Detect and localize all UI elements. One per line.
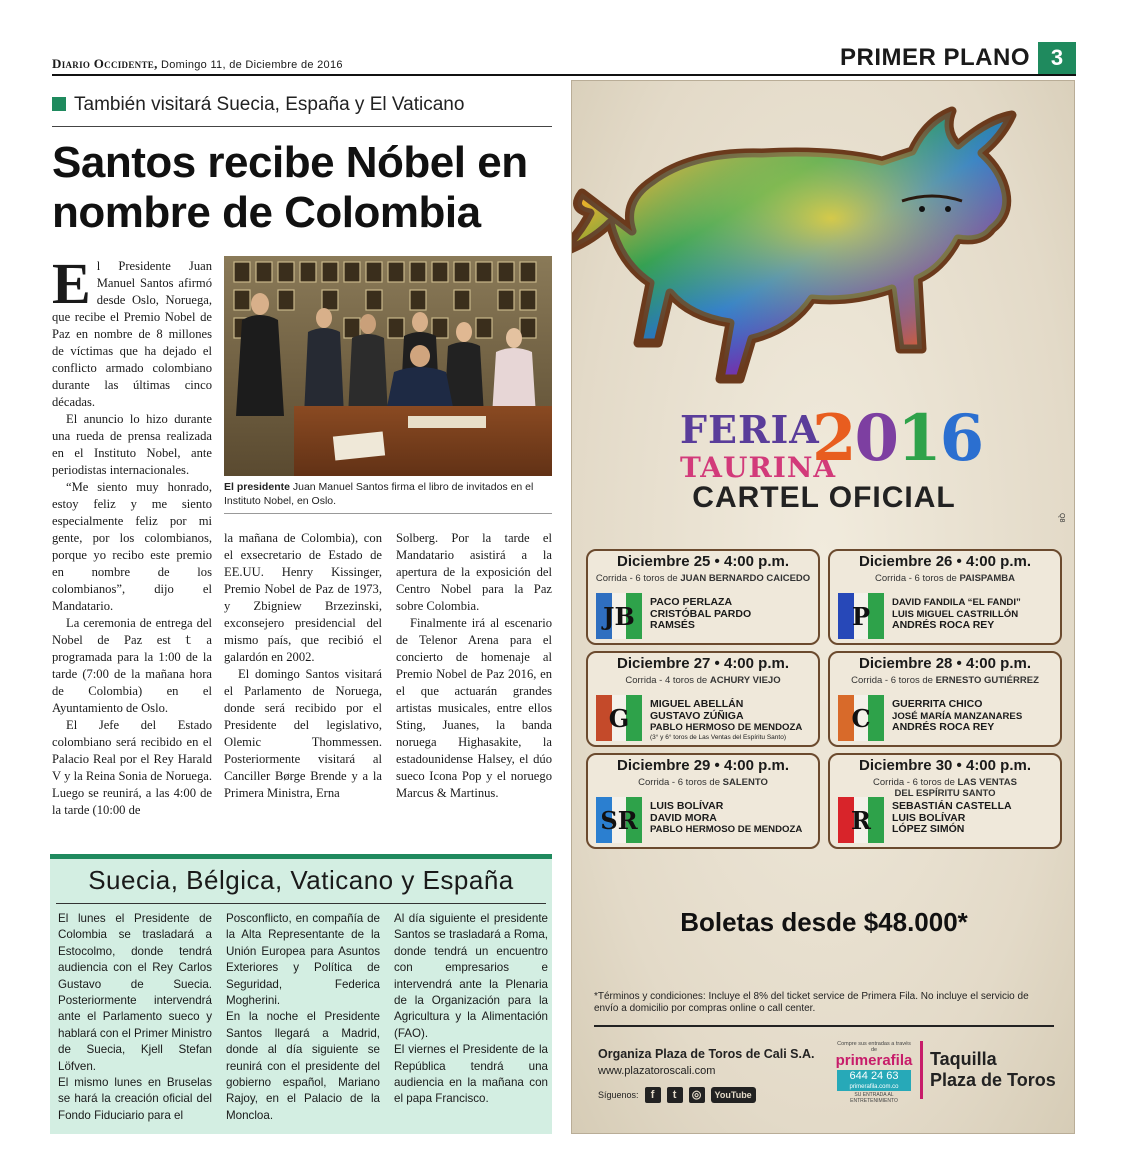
corrida-date: Diciembre 26 • 4:00 p.m.: [859, 553, 1031, 570]
corrida-ganaderia: Corrida - 4 toros de ACHURY VIEJO: [625, 675, 781, 686]
drop-cap: E: [52, 251, 91, 316]
svg-text:C: C: [851, 704, 871, 733]
svg-text:SR: SR: [600, 806, 638, 835]
torero-name: CRISTÓBAL PARDO: [650, 607, 752, 620]
torero-name: JOSÉ MARÍA MANZANARES: [892, 710, 1023, 722]
ganaderia-emblem-icon: [838, 797, 884, 843]
corrida-date: Diciembre 30 • 4:00 p.m.: [859, 757, 1031, 774]
paragraph: Finalmente irá al escenario de Telenor Arena para el concierto de homenaje al Premio Nobel de Paz 2016, en el que actuarán grandes artistas musicales, entre ellos Sting, Juanes, la banda noruega Highasakite, la estadounidense Halsey, el dúo sueco Icona Pop y el noruego Marcus & Martinus.: [396, 616, 552, 800]
ganaderia-emblem-icon: [596, 695, 642, 741]
paragraph: Solberg. Por la tarde el Mandatario asistirá a la apertura de la exposición del Centro Nobel para la Paz sobre Colombia.: [396, 531, 552, 613]
paragraph: La ceremonia de entrega del Nobel de Paz estｔa programada para la 1:00 de la tarde (7:00 de la mañana hora de Colombia) en el Ayuntamiento de Oslo.: [52, 616, 212, 715]
corrida-card: [586, 753, 820, 849]
sidebar-column-2: Posconflicto, en compañía de la Alta Representante de la Unión Europea para Asuntos Exteriores y Política de Seguridad, Federica Mogherini. En la noche el Presidente Santos llegará a Madrid, donde al día siguiente se reunirá con el presidente del gobierno español, Mariano Rajoy, en el Palacio de la Moncloa.: [226, 912, 380, 1122]
torero-name: GUSTAVO ZÚÑIGA: [650, 709, 744, 722]
torero-name: RAMSÉS: [650, 619, 695, 631]
masthead-rule: [52, 74, 1076, 76]
torero-list: [650, 699, 820, 742]
torero-name: ANDRÉS ROCA REY: [892, 619, 995, 631]
torero-name: GUERRITA CHICO: [892, 698, 983, 710]
feria-word: FERIA: [680, 407, 820, 452]
primerafila-logo: Compre sus entradas a través de primerafila 644 24 63 primerafila.com.co SU ENTRADA AL ENTRETENIMIENTO: [835, 1041, 913, 1104]
torero-name: LUIS BOLÍVAR: [892, 811, 966, 824]
corrida-ganaderia: Corrida - 6 toros de PAISPAMBA: [874, 573, 1016, 584]
article-photo: [224, 256, 552, 476]
torero-list: [892, 597, 1062, 632]
torero-name: PABLO HERMOSO DE MENDOZA: [650, 824, 803, 835]
printer-mark: Q8: [1058, 513, 1065, 523]
logo-divider: [920, 1041, 923, 1099]
ticket-phone: 644 24 63: [837, 1070, 911, 1083]
corrida-card: [586, 549, 820, 645]
corrida-date: Diciembre 29 • 4:00 p.m.: [617, 757, 789, 774]
paragraph: El domingo Santos visitará el Parlamento de Noruega, donde será recibido por el Presidente del legislativo, Olemic Thommessen. Posteriormente visitará al Canciller Børge Brende y a la Primera Ministra, Erna: [224, 667, 382, 800]
torero-name: SEBASTIÁN CASTELLA: [892, 800, 1012, 812]
corrida-note: (3° y 6° toros de Las Ventas del Espíritu Santo): [650, 733, 786, 741]
corrida-date: Diciembre 27 • 4:00 p.m.: [617, 655, 789, 672]
sidebar-title: Suecia, Bélgica, Vaticano y España: [88, 865, 514, 895]
svg-text:P: P: [851, 602, 871, 631]
organizer-website: www.plazatoroscali.com: [598, 1065, 716, 1077]
ganaderia-emblem-icon: [596, 797, 642, 843]
paragraph: El Presidente Juan Manuel Santos afirmó desde Oslo, Noruega, que recibe el Premio Nobel de Paz en nombre de 8 millones de víctimas que ha dejado el conflicto armado colombiano durante las últimas cinco décadas.: [52, 251, 212, 409]
sidebar-column-1: El lunes el Presidente de Colombia se trasladará a Estocolmo, donde tendrá audiencia con el Rey Carlos Gustavo de Suecia. Posteriormente intervendrá ante el Parlamento sueco y hablará con el Primer Ministro de Suecia, Kjell Stefan Löfven. El mismo lunes en Bruselas se hará la creación oficial del Fondo Fiduciario para el: [58, 912, 212, 1122]
torero-name: LUIS MIGUEL CASTRILLÓN: [892, 608, 1019, 620]
torero-name: LÓPEZ SIMÓN: [892, 823, 965, 835]
ganaderia-emblem-icon: [596, 593, 642, 639]
page-number: 3: [1038, 42, 1076, 74]
torero-name: DAVID MORA: [650, 811, 717, 824]
torero-name: ANDRÉS ROCA REY: [892, 721, 995, 733]
svg-text:G: G: [608, 704, 630, 733]
year-2016: 2016: [812, 401, 983, 476]
terms-conditions: *Términos y condiciones: Incluye el 8% del ticket service de Primera Fila. No incluye el servicio de envío a domicilio por compras online o call center.: [594, 991, 1029, 1014]
caption-rule: [224, 513, 552, 514]
torero-name: PABLO HERMOSO DE MENDOZA: [650, 722, 803, 733]
twitter-icon[interactable]: t: [667, 1087, 683, 1103]
social-links: Síguenos: f t ◎ YouTube: [598, 1087, 756, 1103]
article-column-1: [52, 251, 212, 819]
sidebar-rule: [56, 903, 546, 904]
article-headline: Santos recibe Nóbel en nombre de Colombia: [52, 138, 528, 237]
article-column-2: [224, 530, 382, 802]
corrida-card: [828, 753, 1062, 849]
corrida-ganaderia: Corrida - 6 toros de ERNESTO GUTIÉRREZ: [851, 675, 1039, 686]
facebook-icon[interactable]: f: [645, 1087, 661, 1103]
corrida-date: Diciembre 25 • 4:00 p.m.: [617, 553, 789, 570]
photo-illustration: [224, 256, 552, 476]
paragraph: El Jefe del Estado colombiano será recibido en el Palacio Real por el Rey Harald V y la Reina Sonia de Noruega. Luego se reunirá, a las 4:00 de la tarde (10:00 de: [52, 718, 212, 817]
corrida-card: [586, 651, 820, 747]
sidebar-column-3: Al día siguiente el presidente Santos se trasladará a Roma, donde tendrá un encuentro con empresarios e intervendrá ante la Plenaria de la Organización para la Agricultura y la Alimentación (FAO). El viernes el Presidente de la República tendrá una audiencia en la mañana con el papa Francisco.: [394, 912, 548, 1106]
paragraph: “Me siento muy honrado, estoy feliz y me siento especialmente feliz por mi gente, por los colombianos, porque yo recibo este premio en nombre de los colombianos”, dijo el Mandatario.: [52, 480, 212, 613]
torero-list: [892, 699, 1062, 734]
ganaderia-emblem-icon: [838, 593, 884, 639]
instagram-icon[interactable]: ◎: [689, 1087, 705, 1103]
taurina-word: TAURINA: [680, 451, 837, 484]
section-title: PRIMER PLANO: [839, 44, 1030, 71]
sidebar-box: [50, 854, 552, 1134]
cartel-oficial-title: CARTEL OFICIAL: [692, 481, 956, 514]
article-kicker: También visitará Suecia, España y El Vaticano: [52, 94, 464, 116]
paragraph: El anuncio lo hizo durante una rueda de prensa realizada en el Instituto Nobel, ante periodistas internacionales.: [52, 412, 212, 477]
corrida-card: [828, 651, 1062, 747]
organizer: Organiza Plaza de Toros de Cali S.A.: [598, 1047, 815, 1061]
torero-list: [650, 597, 820, 632]
article-column-3: [396, 530, 552, 802]
svg-text:JB: JB: [603, 602, 635, 631]
ganaderia-emblem-icon: [838, 695, 884, 741]
torero-name: DAVID FANDILA “EL FANDI”: [892, 597, 1021, 608]
bull-illustration: [572, 81, 1075, 411]
ad-divider: [594, 1025, 1054, 1027]
paragraph: la mañana de Colombia), con el exsecretario de Estado de EE.UU. Henry Kissinger, Premio Nobel de Paz de 1973, y Zbigniew Brzezinski, exconsejero presidencial del mismo país, que recibió el galardón en 2002.: [224, 531, 382, 664]
torero-list: [650, 801, 820, 836]
bullfight-advertisement: [571, 80, 1075, 1134]
taquilla-label: Taquilla Plaza de Toros: [930, 1049, 1056, 1090]
torero-name: MIGUEL ABELLÁN: [650, 698, 744, 710]
torero-name: LUIS BOLÍVAR: [650, 800, 724, 812]
youtube-icon[interactable]: YouTube: [711, 1087, 756, 1103]
torero-name: PACO PERLAZA: [650, 596, 733, 608]
masthead: [52, 40, 1076, 76]
corrida-date: Diciembre 28 • 4:00 p.m.: [859, 655, 1031, 672]
corrida-ganaderia: Corrida - 6 toros de SALENTO: [638, 777, 768, 788]
corrida-card: [828, 549, 1062, 645]
corrida-ganaderia: Corrida - 6 toros de LAS VENTAS DEL ESPÍRITU SANTO: [873, 777, 1017, 799]
kicker-rule: [52, 126, 552, 127]
svg-text:R: R: [851, 806, 871, 835]
ticket-price: Boletas desde $48.000*: [680, 907, 968, 937]
torero-list: [892, 801, 1062, 836]
green-square-icon: [52, 97, 66, 111]
newspaper-name: Diario Occidente, Domingo 11, de Diciembre de 2016: [52, 56, 343, 71]
issue-date: Domingo 11, de Diciembre de 2016: [157, 59, 343, 71]
photo-caption: El presidente Juan Manuel Santos firma el libro de invitados en el Instituto Nobel, en Oslo.: [224, 481, 534, 507]
corrida-ganaderia: Corrida - 6 toros de JUAN BERNARDO CAICEDO: [595, 573, 811, 584]
